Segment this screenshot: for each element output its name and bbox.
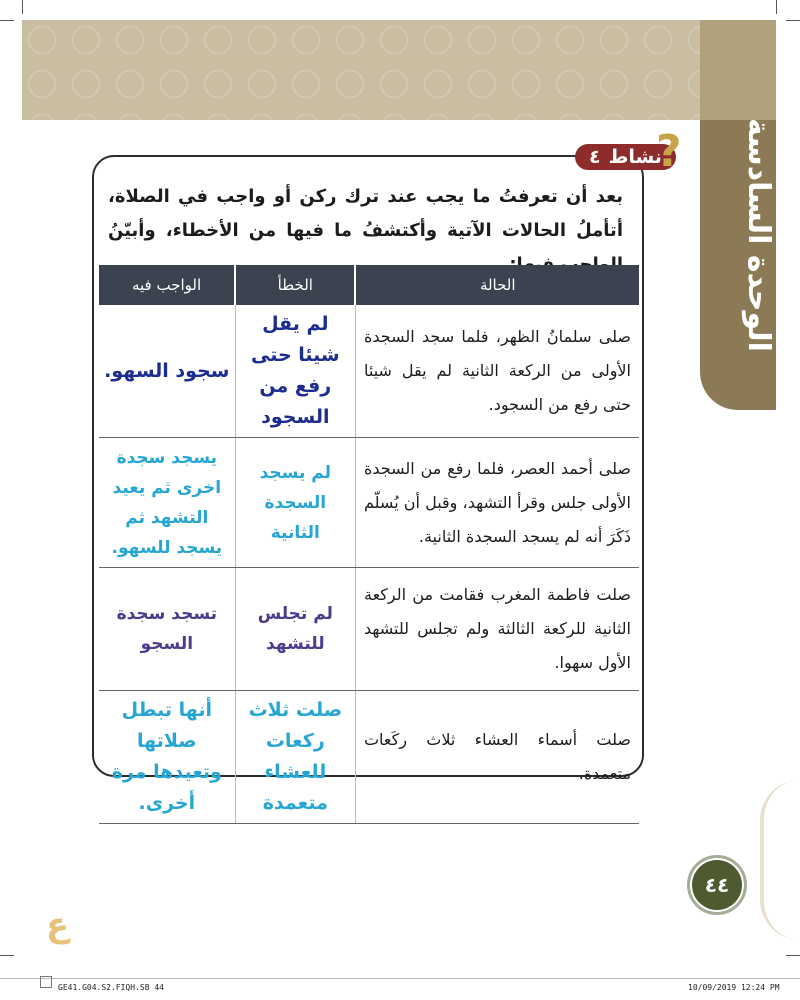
publisher-logo-icon: ع — [46, 905, 70, 945]
side-decoration — [760, 780, 800, 940]
table-row — [99, 438, 639, 568]
activity-instructions: بعد أن تعرفتُ ما يجب عند ترك ركن أو واجب في الصلاة، أتأملُ الحالات الآتية وأكتشفُ ما فيها من الأخطاء، وأبيّنُ — [108, 186, 623, 241]
activity-word: نشاط — [608, 146, 662, 168]
table-row — [99, 568, 639, 691]
case-cell: صلت فاطمة المغرب فقامت من الركعة الثانية للركعة الثالثة ولم تجلس للتشهد الأول سهوا. — [355, 568, 639, 691]
footer-timestamp: 10/09/2019 12:24 PM — [688, 983, 780, 992]
header-error: الخطأ — [235, 265, 355, 305]
table-row — [99, 691, 639, 824]
crop-mark — [22, 0, 23, 14]
error-answer: لم يقل شيئا حتى رفع من السجود — [235, 305, 355, 438]
case-cell: صلى أحمد العصر، فلما رفع من السجدة الأولى جلس وقرأ التشهد، وقبل أن يُسلّم ذَكَرَ أنه لم يسجد السجدة الثانية. — [355, 438, 639, 568]
crop-mark — [786, 20, 800, 21]
table-row — [99, 305, 639, 438]
case-cell: صلى سلمانُ الظهر، فلما سجد السجدة الأولى من الركعة الثانية لم يقل شيئا حتى رفع من السجود. — [355, 305, 639, 438]
crop-mark — [776, 0, 777, 14]
crop-mark — [0, 955, 14, 956]
unit-title: الوحدة السادسة — [741, 118, 776, 352]
cases-table — [99, 265, 639, 824]
top-banner — [22, 20, 700, 120]
fix-answer: تسجد سجدة السجو — [99, 568, 235, 691]
case-cell: صلت أسماء العشاء ثلاث ركَعات متعمدة. — [355, 691, 639, 824]
activity-number: ٤ — [589, 146, 601, 168]
header-case: الحالة — [355, 265, 639, 305]
fix-answer: أنها تبطل صلاتها وتعيدها مرة أخرى. — [99, 691, 235, 824]
error-answer: صلت ثلاث ركعات للعشاء متعمدة — [235, 691, 355, 824]
footer-file-name: GE41.G04.S2.FIQH.SB 44 — [58, 983, 164, 992]
fix-answer: سجود السهو. — [99, 305, 235, 438]
error-answer: لم تجلس للتشهد — [235, 568, 355, 691]
table-header-row — [99, 265, 639, 305]
header-fix: الواجب فيه — [99, 265, 235, 305]
page-number-badge: ٤٤ — [692, 860, 742, 910]
fix-answer: يسجد سجدة اخرى ثم يعيد التشهد ثم يسجد للسهو. — [99, 438, 235, 568]
error-answer: لم يسجد السجدة الثانية — [235, 438, 355, 568]
crop-mark — [786, 955, 800, 956]
banner-pattern — [22, 20, 700, 120]
registration-mark-icon — [40, 976, 52, 988]
crop-mark — [0, 20, 14, 21]
footer-rule — [0, 978, 800, 979]
question-mark-icon: ? — [656, 126, 682, 177]
